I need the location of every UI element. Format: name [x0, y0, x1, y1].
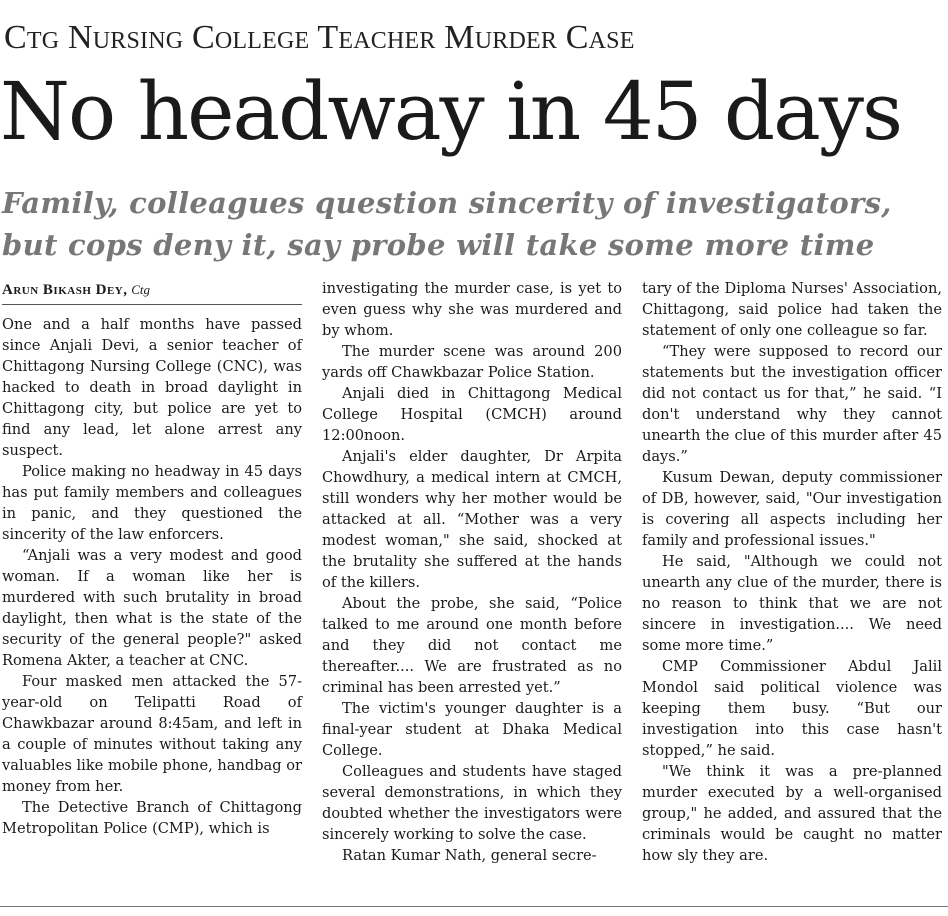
- paragraph: tary of the Diploma Nurses' Association, Chittagong, said police had taken the statement of only one colleague so far.: [642, 280, 942, 339]
- subhead-line: Family, colleagues question sincerity of investigators,: [2, 186, 892, 220]
- paragraph: One and a half months have passed since Anjali Devi, a senior teacher of Chittagong Nursing College (CNC), was hacked to death in broad daylight in Chittagong city, but police are yet to find any lead, let alone arrest any suspect.: [2, 316, 302, 459]
- paragraph: The Detective Branch of Chittagong Metropolitan Police (CMP), which is: [2, 799, 302, 837]
- article-column-2: [322, 278, 622, 866]
- article-subhead: [2, 182, 946, 266]
- byline-author: Arun Bikash Dey,: [2, 282, 128, 298]
- byline-place: Ctg: [131, 282, 151, 297]
- paragraph: Anjali's elder daughter, Dr Arpita Chowdhury, a medical intern at CMCH, still wonders why her mother would be attacked at all. “Mother was a very modest woman," she said, shocked at the brutality she suffered at the hands of the killers.: [322, 448, 622, 591]
- article-headline: No headway in 45 days: [0, 65, 902, 158]
- article-column-1: [2, 314, 302, 839]
- paragraph: Four masked men attacked the 57-year-old on Telipatti Road of Chawkbazar around 8:45am, and left in a couple of minutes without taking any valuables like mobile phone, handbag or money from her.: [2, 673, 302, 795]
- paragraph: About the probe, she said, “Police talked to me around one month before and they did not contact me thereafter.... We are frustrated as no criminal has been arrested yet.”: [322, 595, 622, 696]
- paragraph: Kusum Dewan, deputy commissioner of DB, however, said, "Our investigation is covering all aspects including her family and professional issues.": [642, 469, 942, 549]
- article-kicker: Ctg Nursing College Teacher Murder Case: [4, 19, 635, 56]
- paragraph: Anjali died in Chittagong Medical College Hospital (CMCH) around 12:00noon.: [322, 385, 622, 444]
- subhead-line: but cops deny it, say probe will take some more time: [2, 228, 875, 262]
- paragraph: “They were supposed to record our statements but the investigation officer did not contact us for that,” he said. “I don't understand why they cannot unearth the clue of this murder after 45 days.”: [642, 343, 942, 465]
- paragraph: Colleagues and students have staged several demonstrations, in which they doubted whether the investigators were sincerely working to solve the case.: [322, 763, 622, 843]
- paragraph: "We think it was a pre-planned murder executed by a well-organised group," he added, and assured that the criminals would be caught no matter how sly they are.: [642, 763, 942, 864]
- paragraph: The victim's younger daughter is a final-year student at Dhaka Medical College.: [322, 700, 622, 759]
- paragraph: Ratan Kumar Nath, general secre-: [342, 847, 597, 864]
- paragraph: investigating the murder case, is yet to even guess why she was murdered and by whom.: [322, 280, 622, 339]
- byline-divider: [2, 304, 302, 305]
- paragraph: The murder scene was around 200 yards off Chawkbazar Police Station.: [322, 343, 622, 381]
- article-column-3: [642, 278, 942, 866]
- bottom-divider: [0, 906, 948, 907]
- byline: [2, 280, 302, 300]
- paragraph: “Anjali was a very modest and good woman. If a woman like her is murdered with such brutality in broad daylight, then what is the state of the security of the general people?" asked Romena Akter, a teacher at CNC.: [2, 547, 302, 669]
- paragraph: CMP Commissioner Abdul Jalil Mondol said political violence was keeping them busy. “But our investigation into this case hasn't stopped,” he said.: [642, 658, 942, 759]
- paragraph: He said, "Although we could not unearth any clue of the murder, there is no reason to think that we are not sincere in investigation.... We need some more time.”: [642, 553, 942, 654]
- paragraph: Police making no headway in 45 days has put family members and colleagues in panic, and they questioned the sincerity of the law enforcers.: [2, 463, 302, 543]
